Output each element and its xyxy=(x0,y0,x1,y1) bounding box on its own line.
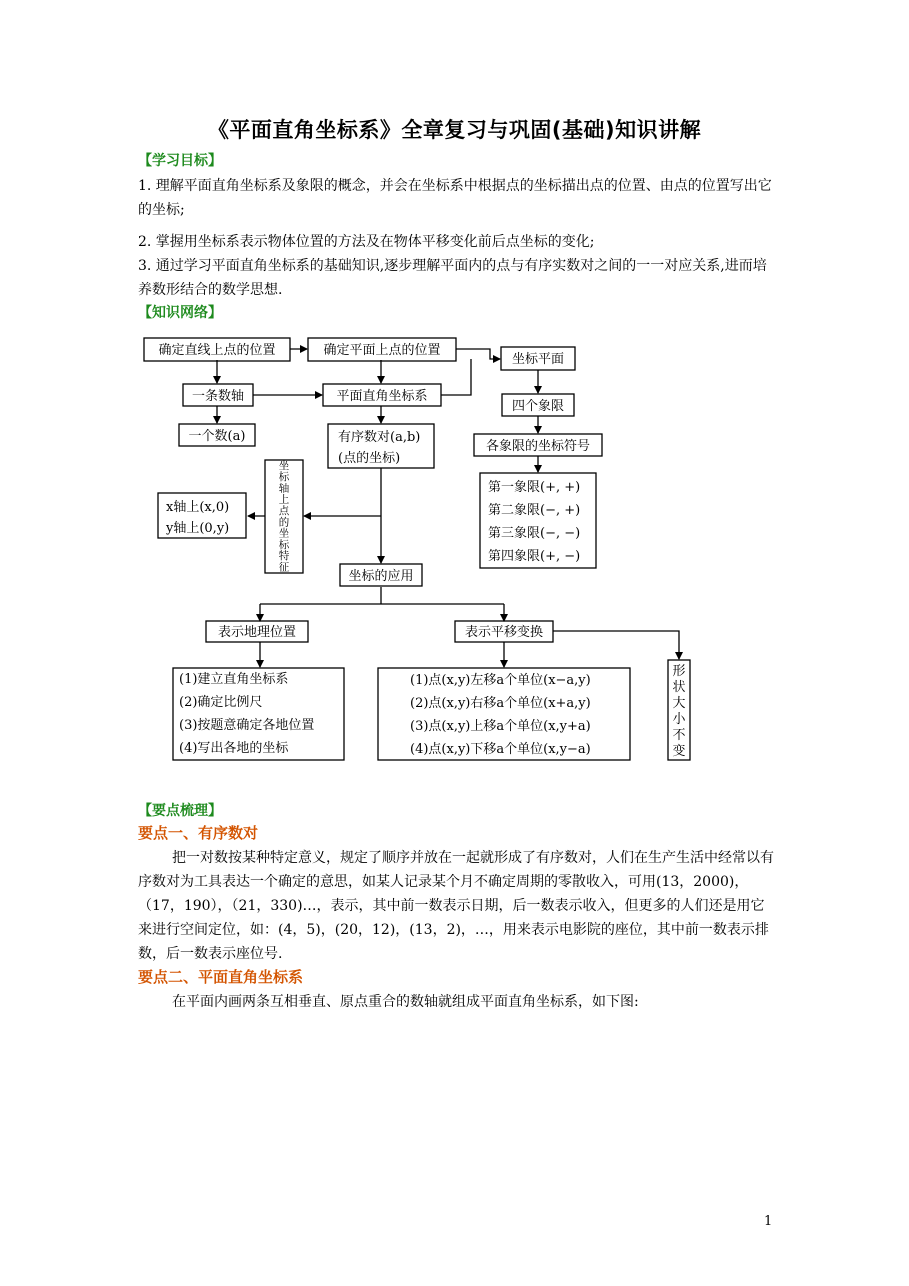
label-ordered-pair-2: (点的坐标) xyxy=(338,451,401,466)
axis-feature-char-4: 上 xyxy=(278,493,290,506)
label-x-axis: x轴上(x,0) xyxy=(166,500,230,515)
point1-heading: 要点一、有序数对 xyxy=(138,824,259,842)
label-applications: 坐标的应用 xyxy=(348,569,414,584)
label-q2: 第二象限(−, +) xyxy=(488,503,581,518)
objective-item-2: 2. 掌握用坐标系表示物体位置的方法及在物体平移变化前后点坐标的变化; xyxy=(138,234,595,250)
trans-step-1: (1)点(x,y)左移a个单位(x−a,y) xyxy=(410,673,591,688)
key-points-heading: 【要点梳理】 xyxy=(138,803,222,819)
axis-feature-char-3: 轴 xyxy=(278,482,290,495)
shape-char-6: 变 xyxy=(672,744,686,759)
trans-step-4: (4)点(x,y)下移a个单位(x,y−a) xyxy=(410,742,591,757)
shape-char-2: 状 xyxy=(672,680,686,695)
trans-step-2: (2)点(x,y)右移a个单位(x+a,y) xyxy=(410,696,591,711)
label-translation: 表示平移变换 xyxy=(464,625,544,640)
label-q1: 第一象限(+, +) xyxy=(488,480,581,495)
label-coord-plane: 坐标平面 xyxy=(511,352,565,367)
label-line-point: 确定直线上点的位置 xyxy=(158,343,276,358)
axis-feature-char-6: 的 xyxy=(278,516,290,529)
label-quadrant-signs: 各象限的坐标符号 xyxy=(485,439,591,454)
trans-step-3: (3)点(x,y)上移a个单位(x,y+a) xyxy=(410,719,591,734)
objectives-heading: 【学习目标】 xyxy=(138,153,222,169)
axis-feature-char-9: 特 xyxy=(278,550,290,563)
label-four-quadrants: 四个象限 xyxy=(511,399,565,414)
axis-feature-char-2: 标 xyxy=(278,471,290,484)
label-ordered-pair-1: 有序数对(a,b) xyxy=(338,430,421,445)
axis-feature-char-8: 标 xyxy=(278,538,290,551)
axis-feature-char-1: 坐 xyxy=(278,459,290,472)
label-one-number: 一个数(a) xyxy=(188,429,246,444)
geo-step-3: (3)按题意确定各地位置 xyxy=(179,718,315,733)
network-heading: 【知识网络】 xyxy=(138,305,222,321)
document-title: 《平面直角坐标系》全章复习与巩固(基础)知识讲解 xyxy=(207,118,702,142)
axis-feature-char-5: 点 xyxy=(278,505,290,517)
geo-step-4: (4)写出各地的坐标 xyxy=(179,741,289,756)
objective-item-3: 3. 通过学习平面直角坐标系的基础知识,逐步理解平面内的点与有序实数对之间的一一对应关系,进而培养数形结合的数学思想. xyxy=(138,258,767,298)
geo-step-2: (2)确定比例尺 xyxy=(179,695,263,710)
axis-feature-char-10: 征 xyxy=(278,561,290,574)
shape-char-1: 形 xyxy=(672,664,686,679)
point2-heading: 要点二、平面直角坐标系 xyxy=(138,968,304,986)
shape-char-4: 小 xyxy=(672,712,686,727)
label-plane-point: 确定平面上点的位置 xyxy=(323,343,441,358)
label-geo-location: 表示地理位置 xyxy=(217,625,297,640)
label-one-axis: 一条数轴 xyxy=(191,389,245,404)
label-y-axis: y轴上(0,y) xyxy=(166,521,230,536)
label-cartesian: 平面直角坐标系 xyxy=(336,389,428,404)
point2-text: 在平面内画两条互相垂直、原点重合的数轴就组成平面直角坐标系，如下图: xyxy=(172,994,639,1010)
objective-item-1: 1. 理解平面直角坐标系及象限的概念，并会在坐标系中根据点的坐标描出点的位置、由点的位置写出它的坐标; xyxy=(138,178,772,218)
shape-char-3: 大 xyxy=(672,696,686,711)
label-q3: 第三象限(−, −) xyxy=(488,526,581,541)
axis-feature-char-7: 坐 xyxy=(278,527,290,540)
page-number: 1 xyxy=(764,1214,773,1229)
point1-text: 把一对数按某种特定意义，规定了顺序并放在一起就形成了有序数对，人们在生产生活中经常以有序数对为工具表达一个确定的意思，如某人记录某个月不确定周期的零散收入，可用(13，2000)，（17，190），（21，330)…，表示，其中前一数表示日期，后一数表示收入，但更多的人们还是用它来进行空间定位，如：(4，5)，(20，12)，(13，2)，…，用来表示电影院的座位，其中前一数表示排数，后一数表示座位号. xyxy=(138,850,774,962)
shape-char-5: 不 xyxy=(672,728,686,743)
label-q4: 第四象限(+, −) xyxy=(488,549,581,564)
geo-step-1: (1)建立直角坐标系 xyxy=(179,672,289,687)
